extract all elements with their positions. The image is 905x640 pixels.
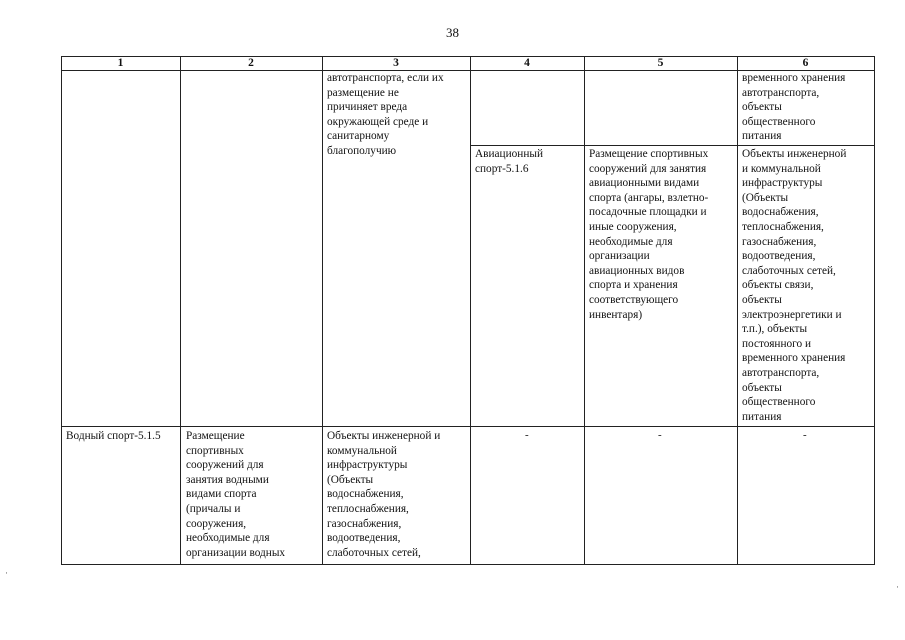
header-col-3: 3 bbox=[393, 57, 399, 69]
text-line: Объекты инженерной и bbox=[327, 430, 441, 442]
text-line: сооружений для bbox=[186, 459, 264, 472]
cell-water-col6-dash: - bbox=[803, 429, 807, 441]
cell-aviation-col5 bbox=[589, 147, 708, 322]
text-line: причиняет вреда bbox=[327, 101, 408, 114]
text-line: теплоснабжения, bbox=[742, 220, 824, 233]
text-line: водоотведения, bbox=[742, 250, 816, 263]
table-right-border bbox=[874, 56, 875, 565]
text-line: общественного bbox=[742, 396, 816, 409]
text-line: спорта (ангары, взлетно- bbox=[589, 191, 709, 204]
cell-continued-col6 bbox=[742, 71, 845, 144]
text-line: (Объекты bbox=[327, 473, 374, 486]
text-line: постоянного и bbox=[742, 337, 812, 350]
text-line: Размещение bbox=[186, 430, 245, 442]
col-divider-1-2 bbox=[180, 56, 181, 565]
cell-continued-col3 bbox=[327, 71, 444, 159]
text-line: необходимые для bbox=[186, 532, 270, 545]
text-line: питания bbox=[742, 130, 782, 143]
text-line: Водный спорт-5.1.5 bbox=[66, 430, 161, 442]
text-line: и коммунальной bbox=[742, 162, 821, 175]
text-line: водоснабжения, bbox=[327, 488, 404, 501]
header-col-1: 1 bbox=[117, 57, 124, 69]
text-line: (Объекты bbox=[742, 191, 789, 204]
text-line: т.п.), объекты bbox=[742, 323, 808, 336]
header-col-4: 4 bbox=[524, 57, 530, 69]
row-divider-cols-4-6 bbox=[470, 145, 874, 146]
cell-water-col1 bbox=[66, 429, 161, 444]
text-line: общественного bbox=[742, 115, 816, 128]
cell-water-col3 bbox=[327, 429, 440, 560]
text-line: слаботочных сетей, bbox=[327, 546, 421, 559]
row-divider-full bbox=[61, 426, 874, 427]
text-line: спорт-5.1.6 bbox=[475, 162, 529, 175]
table-left-border bbox=[61, 56, 62, 565]
text-line: санитарному bbox=[327, 130, 390, 143]
text-line: слаботочных сетей, bbox=[742, 264, 836, 277]
col-divider-4-5 bbox=[584, 56, 585, 565]
scan-margin-mark: · bbox=[896, 582, 899, 592]
text-line: окружающей среде и bbox=[327, 115, 429, 128]
text-line: водоотведения, bbox=[327, 532, 401, 545]
scan-margin-mark: · bbox=[5, 568, 8, 578]
text-line: благополучию bbox=[327, 144, 397, 157]
text-line: автотранспорта, bbox=[742, 366, 820, 379]
text-line: организации bbox=[589, 250, 650, 263]
text-line: авиационными видами bbox=[589, 177, 700, 190]
text-line: объекты bbox=[742, 101, 782, 114]
col-divider-5-6 bbox=[737, 56, 738, 565]
text-line: иные сооружения, bbox=[589, 220, 677, 233]
text-line: необходимые для bbox=[589, 235, 673, 248]
text-line: водоснабжения, bbox=[742, 206, 819, 219]
text-line: спорта и хранения bbox=[589, 279, 678, 292]
text-line: объекты связи, bbox=[742, 279, 814, 292]
text-line: автотранспорта, если их bbox=[327, 72, 444, 84]
text-line: электроэнергетики и bbox=[742, 308, 842, 321]
text-line: инфраструктуры bbox=[742, 177, 823, 190]
cell-water-col2 bbox=[186, 429, 285, 560]
text-line: Авиационный bbox=[475, 148, 544, 160]
text-line: теплоснабжения, bbox=[327, 502, 409, 515]
text-line: инвентаря) bbox=[589, 308, 643, 321]
text-line: соответствующего bbox=[589, 293, 679, 306]
text-line: инфраструктуры bbox=[327, 459, 408, 472]
text-line: Объекты инженерной bbox=[742, 148, 847, 160]
text-line: коммунальной bbox=[327, 444, 397, 457]
text-line: занятия водными bbox=[186, 473, 269, 486]
text-line: Размещение спортивных bbox=[589, 148, 709, 160]
text-line: газоснабжения, bbox=[327, 517, 402, 530]
cell-water-col5-dash: - bbox=[658, 429, 662, 441]
text-line: авиационных видов bbox=[589, 264, 685, 277]
text-line: организации водных bbox=[186, 546, 286, 559]
cell-aviation-col6 bbox=[742, 147, 846, 424]
text-line: спортивных bbox=[186, 444, 244, 457]
text-line: размещение не bbox=[327, 86, 399, 99]
cell-aviation-col4 bbox=[475, 147, 543, 176]
text-line: видами спорта bbox=[186, 488, 257, 501]
text-line: объекты bbox=[742, 381, 782, 394]
page-number: 38 bbox=[446, 25, 459, 40]
text-line: посадочные площадки и bbox=[589, 206, 707, 219]
cell-water-col4-dash: - bbox=[525, 429, 529, 441]
text-line: автотранспорта, bbox=[742, 86, 820, 99]
col-divider-3-4 bbox=[470, 56, 471, 565]
text-line: объекты bbox=[742, 293, 782, 306]
header-col-2: 2 bbox=[248, 57, 254, 69]
text-line: временного хранения bbox=[742, 72, 846, 84]
text-line: временного хранения bbox=[742, 352, 846, 365]
col-divider-2-3 bbox=[322, 56, 323, 565]
text-line: (причалы и bbox=[186, 502, 241, 515]
text-line: газоснабжения, bbox=[742, 235, 817, 248]
text-line: питания bbox=[742, 410, 782, 423]
header-col-5: 5 bbox=[657, 57, 664, 69]
text-line: сооружения, bbox=[186, 517, 247, 530]
text-line: сооружений для занятия bbox=[589, 162, 707, 175]
header-col-6: 6 bbox=[802, 57, 809, 69]
table-bottom-border bbox=[61, 564, 874, 565]
